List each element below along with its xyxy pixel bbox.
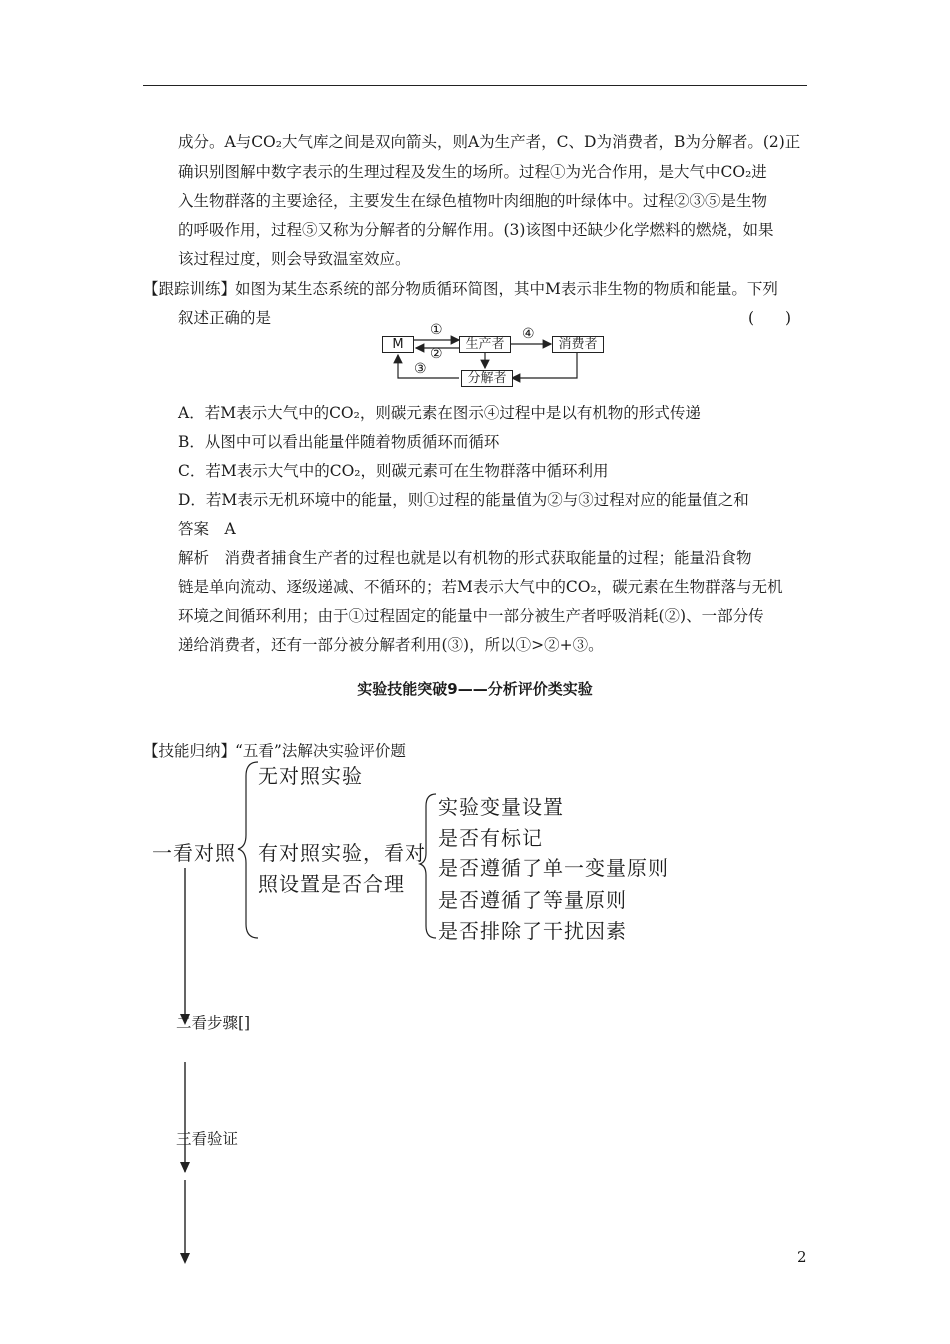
sub-item: 是否有标记	[438, 826, 543, 850]
no-control: 无对照实验	[258, 764, 363, 788]
analysis-line: 入生物群落的主要途径，主要发生在绿色植物叶肉细胞的叶绿体中。过程②③⑤是生物	[178, 192, 768, 210]
option-c: C．若M表示大气中的CO₂，则碳元素可在生物群落中循环利用	[178, 462, 609, 480]
sub-item: 实验变量设置	[438, 795, 564, 819]
label-2: ②	[430, 346, 443, 362]
option-b: B．从图中可以看出能量伴随着物质循环而循环	[178, 433, 500, 451]
flow-arrowhead-3	[180, 1253, 190, 1264]
sub-item: 是否遵循了单一变量原则	[438, 856, 669, 880]
answer-bracket: ( )	[748, 309, 792, 327]
skill-heading: “五看”法解决实验评价题	[235, 742, 406, 760]
skill-label: 【技能归纳】	[143, 742, 237, 760]
third-look: 三看验证	[176, 1130, 239, 1148]
label-3: ③	[414, 361, 427, 377]
analysis-line: 确识别图解中数字表示的生理过程及发生的场所。过程①为光合作用，是大气中CO₂进	[178, 163, 767, 181]
second-look: 二看步骤[]	[176, 1014, 251, 1032]
section-title: 实验技能突破9——分析评价类实验	[357, 680, 593, 698]
analysis-line: 该过程过度，则会导致温室效应。	[178, 250, 411, 268]
analysis-line: 成分。A与CO₂大气库之间是双向箭头，则A为生产者，C、D为消费者，B为分解者。(2)正	[178, 133, 801, 151]
option-d: D．若M表示无机环境中的能量，则①过程的能量值为②与③过程对应的能量值之和	[178, 491, 749, 509]
brace-first-look	[238, 762, 258, 938]
analysis-line: 的呼吸作用，过程⑤又称为分解者的分解作用。(3)该图中还缺少化学燃料的燃烧，如果	[178, 221, 774, 239]
page-number: 2	[797, 1248, 807, 1266]
explanation-line: 链是单向流动、逐级递减、不循环的；若M表示大气中的CO₂，碳元素在生物群落与无机	[178, 578, 783, 596]
exercise-question: 如图为某生态系统的部分物质循环简图，其中M表示非生物的物质和能量。下列	[235, 280, 778, 298]
exercise-label: 【跟踪训练】	[143, 280, 237, 298]
node-decomposer: 分解者	[461, 370, 513, 387]
explanation-line: 解析 消费者捕食生产者的过程也就是以有机物的形式获取能量的过程；能量沿食物	[178, 549, 752, 567]
node-producer: 生产者	[459, 336, 511, 353]
brace-has-control	[420, 794, 436, 938]
sub-item: 是否排除了干扰因素	[438, 919, 627, 943]
node-consumer: 消费者	[552, 336, 604, 353]
option-a: A．若M表示大气中的CO₂，则碳元素在图示④过程中是以有机物的形式传递	[178, 404, 701, 422]
label-1: ①	[430, 322, 443, 338]
flow-arrowhead-2	[180, 1162, 190, 1173]
label-4: ④	[522, 326, 535, 342]
has-control-line2: 照设置是否合理	[258, 872, 405, 896]
explanation-line: 递给消费者，还有一部分被分解者利用(③)，所以①>②+③。	[178, 636, 604, 654]
sub-item: 是否遵循了等量原则	[438, 888, 627, 912]
answer: 答案 A	[178, 520, 236, 538]
node-m: M	[382, 336, 414, 353]
explanation-line: 环境之间循环利用；由于①过程固定的能量中一部分被生产者呼吸消耗(②)、一部分传	[178, 607, 764, 625]
exercise-question-cont: 叙述正确的是	[178, 309, 272, 327]
has-control-line1: 有对照实验，看对	[258, 841, 426, 865]
first-look: 一看对照	[152, 841, 236, 865]
